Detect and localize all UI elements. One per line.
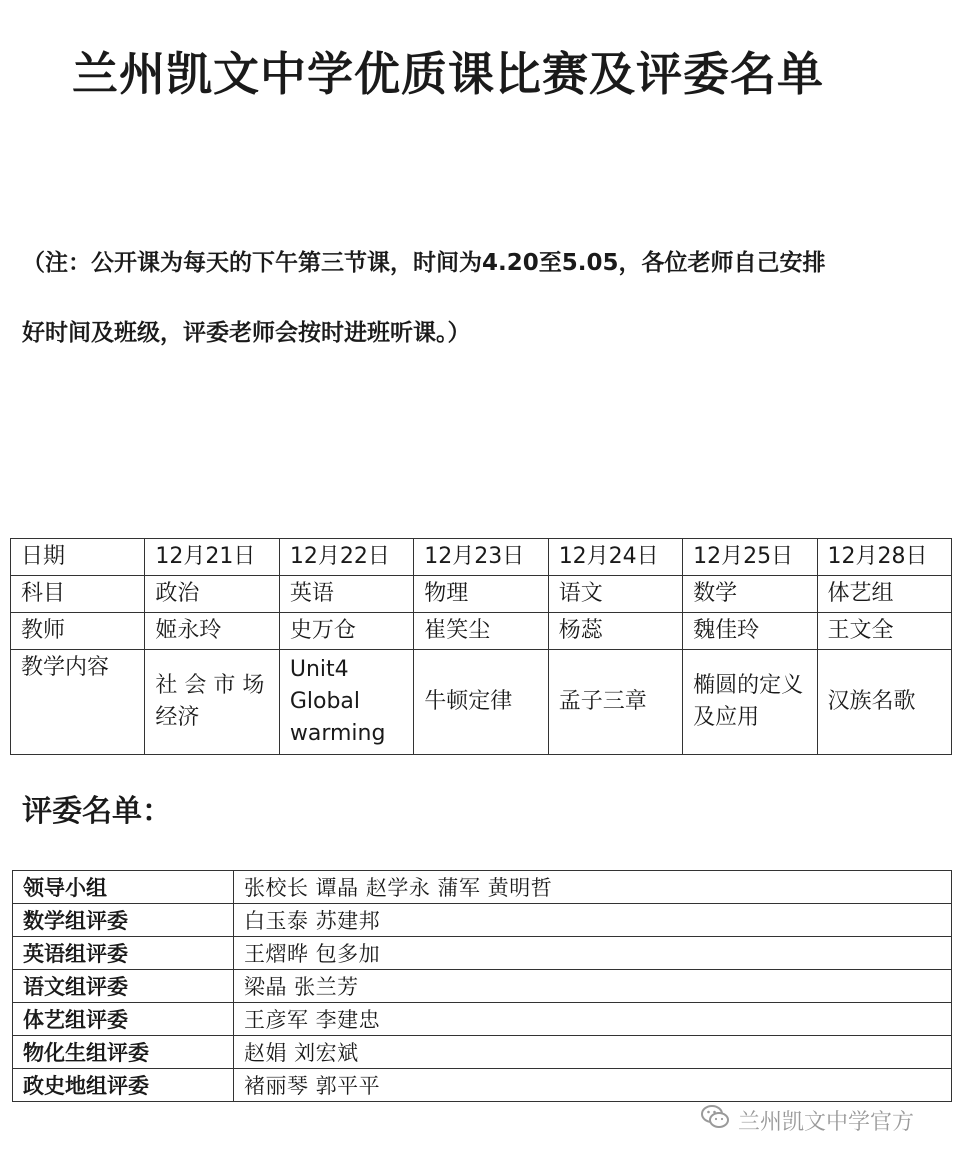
table-row <box>13 1036 952 1069</box>
schedule-row-subject <box>11 576 952 613</box>
schedule-cell: 12月22日 <box>279 539 413 576</box>
schedule-cell: 12月23日 <box>414 539 548 576</box>
judge-group: 领导小组 <box>13 871 234 904</box>
schedule-cell: 姬永玲 <box>145 613 279 650</box>
table-row <box>13 937 952 970</box>
schedule-cell: 杨蕊 <box>548 613 682 650</box>
schedule-cell: 数学 <box>683 576 817 613</box>
schedule-cell: 社 会 市 场 经济 <box>145 650 279 755</box>
schedule-cell: 魏佳玲 <box>683 613 817 650</box>
table-row <box>13 1069 952 1102</box>
page-title: 兰州凯文中学优质课比赛及评委名单 <box>72 47 824 101</box>
judge-group: 数学组评委 <box>13 904 234 937</box>
schedule-cell: 12月25日 <box>683 539 817 576</box>
row-label-teacher: 教师 <box>11 613 145 650</box>
judge-names: 张校长 谭晶 赵学永 蒲军 黄明哲 <box>234 871 952 904</box>
table-row <box>13 871 952 904</box>
judge-group: 物化生组评委 <box>13 1036 234 1069</box>
judge-group: 政史地组评委 <box>13 1069 234 1102</box>
judges-heading: 评委名单： <box>22 794 172 829</box>
schedule-row-content <box>11 650 952 755</box>
schedule-cell: 椭圆的定义及应用 <box>683 650 817 755</box>
note-line-2: 好时间及班级，评委老师会按时进班听课。） <box>22 320 471 346</box>
schedule-cell: 12月24日 <box>548 539 682 576</box>
watermark <box>700 1100 914 1140</box>
schedule-table <box>10 538 952 755</box>
wechat-icon <box>700 1104 738 1136</box>
schedule-row-date <box>11 539 952 576</box>
row-label-content: 教学内容 <box>11 650 145 755</box>
schedule-cell: 汉族名歌 <box>817 650 951 755</box>
schedule-cell: 英语 <box>279 576 413 613</box>
schedule-cell: 牛顿定律 <box>414 650 548 755</box>
table-row <box>13 904 952 937</box>
schedule-cell: 12月21日 <box>145 539 279 576</box>
note-paragraph <box>22 228 952 368</box>
judges-table <box>12 870 952 1102</box>
judge-names: 王彦军 李建忠 <box>234 1003 952 1036</box>
judge-group: 英语组评委 <box>13 937 234 970</box>
schedule-cell: Unit4 Global warming <box>279 650 413 755</box>
judge-names: 褚丽琴 郭平平 <box>234 1069 952 1102</box>
schedule-row-teacher <box>11 613 952 650</box>
schedule-cell: 12月28日 <box>817 539 951 576</box>
schedule-cell: 语文 <box>548 576 682 613</box>
judge-group: 语文组评委 <box>13 970 234 1003</box>
schedule-cell: 政治 <box>145 576 279 613</box>
schedule-cell: 孟子三章 <box>548 650 682 755</box>
judge-names: 梁晶 张兰芳 <box>234 970 952 1003</box>
schedule-cell: 王文全 <box>817 613 951 650</box>
row-label-subject: 科目 <box>11 576 145 613</box>
schedule-cell: 体艺组 <box>817 576 951 613</box>
schedule-cell: 物理 <box>414 576 548 613</box>
schedule-cell: 史万仓 <box>279 613 413 650</box>
judge-names: 赵娟 刘宏斌 <box>234 1036 952 1069</box>
judge-group: 体艺组评委 <box>13 1003 234 1036</box>
judge-names: 王熠晔 包多加 <box>234 937 952 970</box>
watermark-text: 兰州凯文中学官方 <box>738 1109 915 1135</box>
table-row <box>13 970 952 1003</box>
table-row <box>13 1003 952 1036</box>
note-line-1: （注：公开课为每天的下午第三节课，时间为4.20至5.05，各位老师自己安排 <box>22 250 826 276</box>
row-label-date: 日期 <box>11 539 145 576</box>
judge-names: 白玉泰 苏建邦 <box>234 904 952 937</box>
schedule-cell: 崔笑尘 <box>414 613 548 650</box>
